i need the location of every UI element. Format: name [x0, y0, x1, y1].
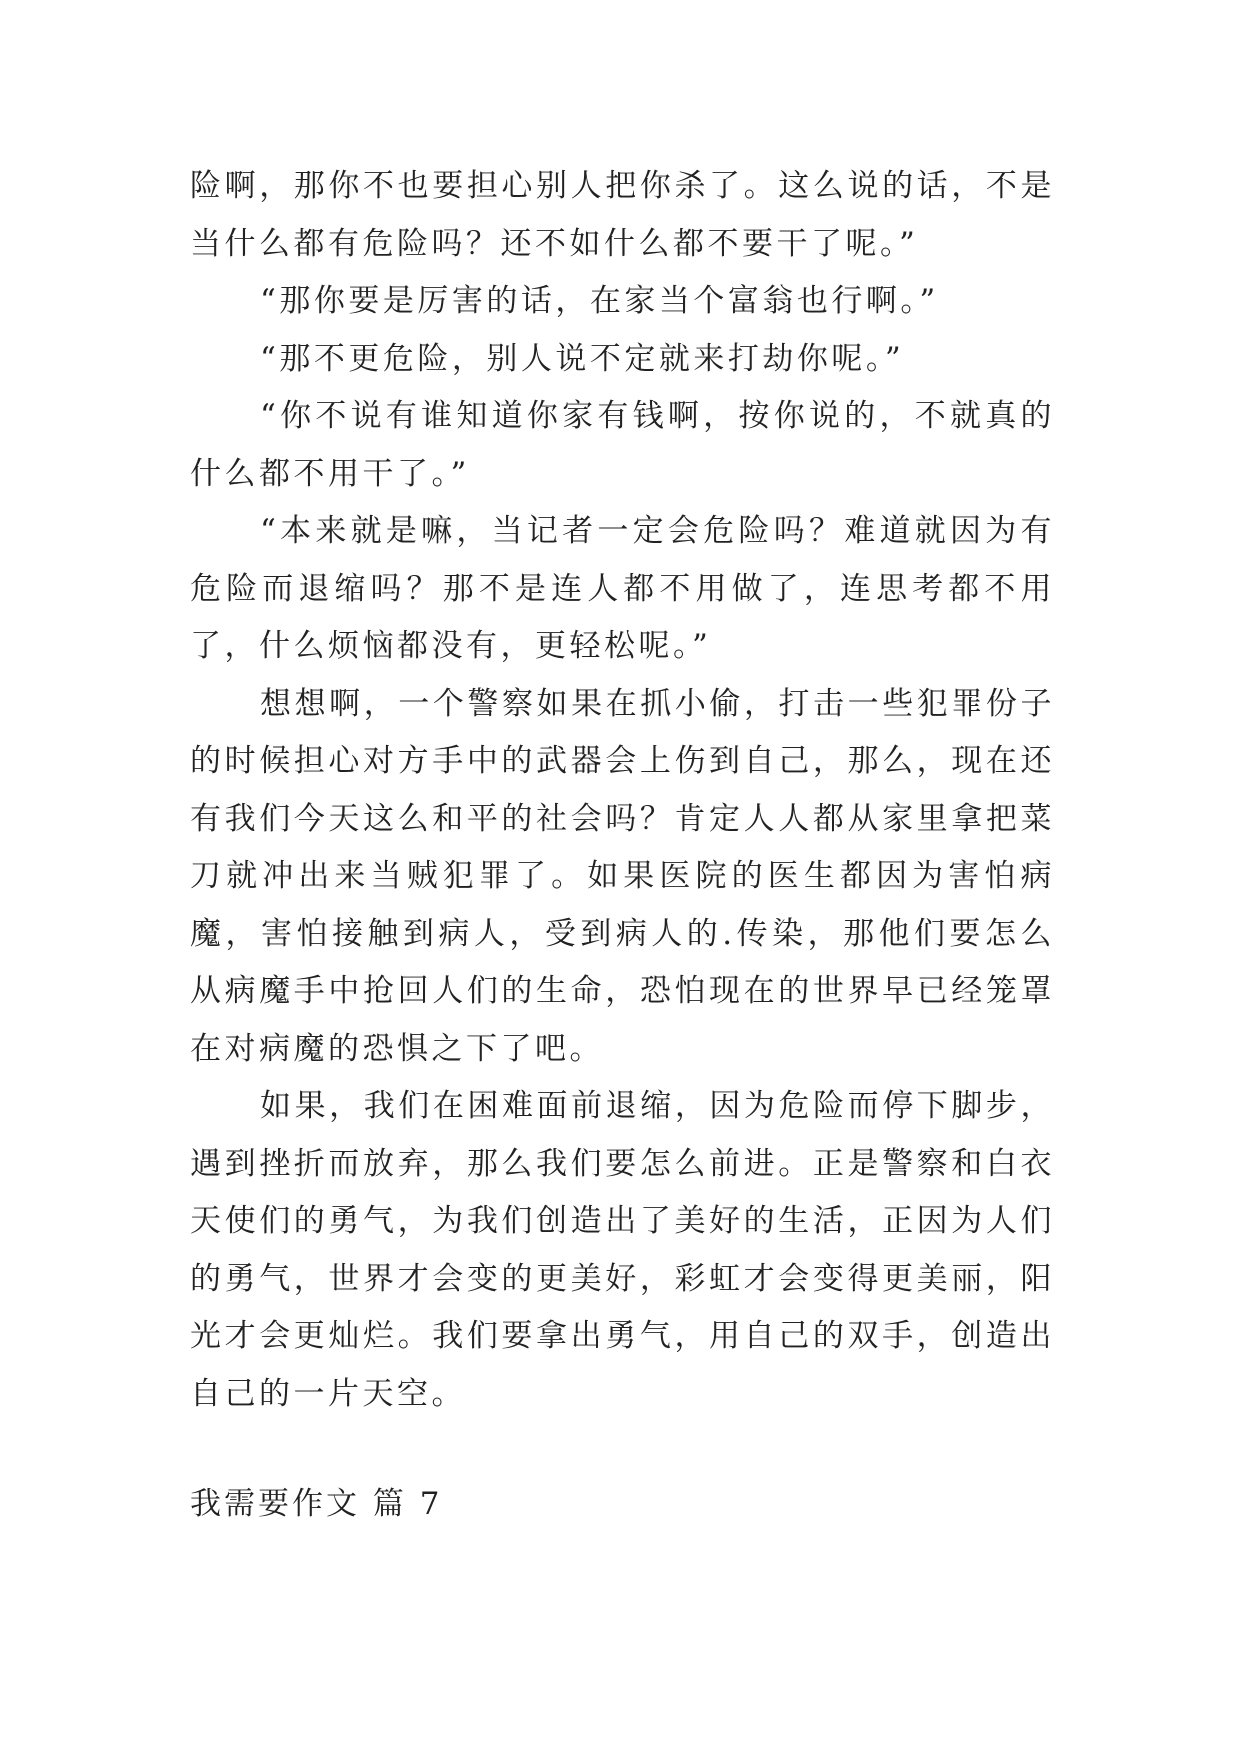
- paragraph: “那你要是厉害的话，在家当个富翁也行啊。”: [260, 283, 939, 319]
- paragraph: 险啊，那你不也要担心别人把你杀了。这么说的话，不是当什么都有危险吗？还不如什么都不要干了呢。”: [190, 168, 1055, 262]
- paragraph: “本来就是嘛，当记者一定会危险吗？难道就因为有危险而退缩吗？那不是连人都不用做了，连思考都不用了，什么烦恼都没有，更轻松呢。”: [190, 513, 1055, 664]
- paragraph: 如果，我们在困难面前退缩，因为危险而停下脚步，遇到挫折而放弃，那么我们要怎么前进。正是警察和白衣天使们的勇气，为我们创造出了美好的生活，正因为人们的勇气，世界才会变的更美好，彩虹才会变得更美丽，阳光才会更灿烂。我们要拿出勇气，用自己的双手，创造出自己的一片天空。: [190, 1088, 1055, 1412]
- paragraph: 想想啊，一个警察如果在抓小偷，打击一些犯罪份子的时候担心对方手中的武器会上伤到自己，那么，现在还有我们今天这么和平的社会吗？肯定人人都从家里拿把菜刀就冲出来当贼犯罪了。如果医院的医生都因为害怕病魔，害怕接触到病人，受到病人的.传染，那他们要怎么从病魔手中抢回人们的生命，恐怕现在的世界早已经笼罩在对病魔的恐惧之下了吧。: [190, 685, 1055, 1067]
- paragraph: “你不说有谁知道你家有钱啊，按你说的，不就真的什么都不用干了。”: [190, 398, 1055, 492]
- body-text: [190, 158, 1055, 1423]
- paragraph: “那不更危险，别人说不定就来打劫你呢。”: [260, 340, 905, 377]
- section-heading: 我需要作文 篇 7: [190, 1486, 443, 1522]
